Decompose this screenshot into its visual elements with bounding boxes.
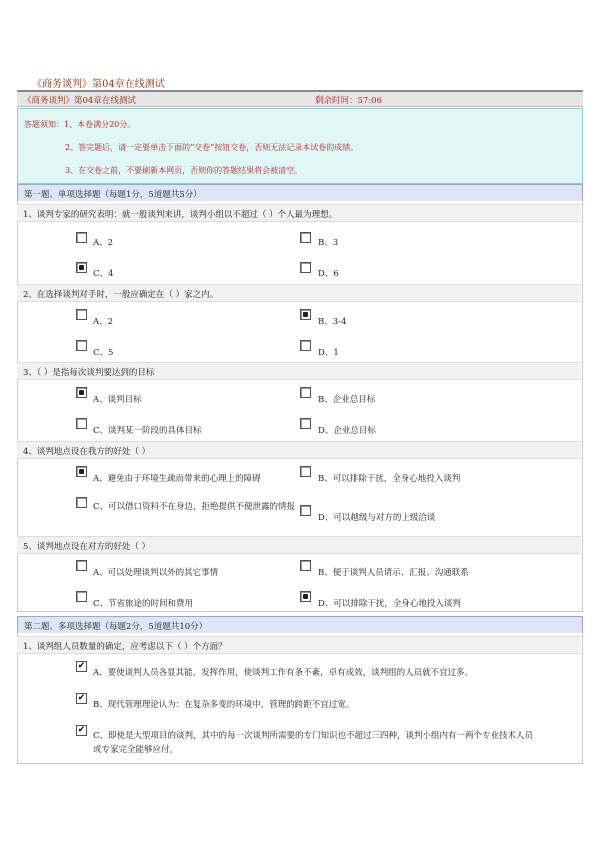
instructions-line-3: 3、在交卷之前，不要刷新本网页，否则你的答题结果将会被清空。 <box>65 166 303 175</box>
option-label: A、2 <box>93 238 114 248</box>
radio-q2-b[interactable] <box>300 309 311 320</box>
radio-q3-b[interactable] <box>300 387 311 398</box>
radio-q1-c[interactable] <box>76 262 87 273</box>
radio-q4-a[interactable] <box>76 466 87 477</box>
radio-q1-a[interactable] <box>76 232 87 243</box>
page-title: 《商务谈判》第04章在线测试 <box>32 79 165 90</box>
question-row <box>17 441 581 459</box>
option-label: B、现代管理理论认为：在复杂多变的环境中，管理的跨距不宜过宽。 <box>93 700 355 710</box>
question-row <box>17 284 581 302</box>
instructions-line-2: 2、答完题后，请一定要单击下面的“交卷”按钮交卷，否则无法记录本试卷的成绩。 <box>65 143 359 152</box>
option-label: B、可以排除干扰，全身心地投入谈判 <box>318 474 461 484</box>
option-label: B、企业总目标 <box>318 395 376 405</box>
section-title: 第二题、多项选择题（每题2分，5道题共10分） <box>24 622 208 632</box>
section-title: 第一题、单项选择题（每题1分，5道题共5分） <box>24 190 202 200</box>
option-label: A、谈判目标 <box>93 395 142 405</box>
radio-q2-c[interactable] <box>76 340 87 351</box>
radio-q2-d[interactable] <box>300 340 311 351</box>
option-label: B、3-4 <box>318 317 347 327</box>
option-label: D、可以排除干扰，全身心地投入谈判 <box>318 599 461 609</box>
option-label: A、2 <box>93 317 114 327</box>
radio-q5-d[interactable] <box>300 591 311 602</box>
section-single-choice-header <box>17 184 583 202</box>
option-label: C、即使是大型项目的谈判，其中的每一次谈判所需要的专门知识也不超过三四种，谈判小组内有一两个专业技术人员或专家完全能够应付。 <box>93 731 534 755</box>
option-label: D、企业总目标 <box>318 426 376 436</box>
question-row <box>17 362 581 380</box>
question-text: 5、谈判地点设在对方的好处（ ） <box>23 542 151 552</box>
radio-q3-d[interactable] <box>300 418 311 429</box>
question-row <box>17 636 581 654</box>
checkbox-q1-b[interactable]: ✔ <box>77 693 86 703</box>
radio-q4-b[interactable] <box>300 466 311 477</box>
option-label: C、节省旅途的时间和费用 <box>93 599 194 609</box>
radio-q4-c[interactable] <box>76 497 87 508</box>
radio-q1-d[interactable] <box>300 262 311 273</box>
option-label: D、6 <box>318 269 339 279</box>
question-text: 4、谈判地点设在我方的好处（ ） <box>23 447 151 457</box>
radio-q2-a[interactable] <box>76 309 87 320</box>
header-bar <box>17 90 583 107</box>
option-label: A、避免由于环境生疏而带来的心理上的障碍 <box>93 474 261 484</box>
radio-q5-c[interactable] <box>76 591 87 602</box>
instructions-panel <box>17 108 583 184</box>
radio-q3-c[interactable] <box>76 418 87 429</box>
checkbox-q1-c[interactable]: ✔ <box>77 725 86 735</box>
header-title: 《商务谈判》第04章在线测试 <box>23 96 136 106</box>
countdown-timer: 剩余时间：57:06 <box>315 96 382 106</box>
option-label: B、3 <box>318 238 339 248</box>
question-text: 1、谈判专家的研究表明：就一般谈判来讲，谈判小组以不超过（ ）个人最为理想。 <box>23 210 338 220</box>
question-row <box>17 204 581 222</box>
instructions-line-1: 答题须知：1、本卷满分20分。 <box>24 120 136 129</box>
radio-q4-d[interactable] <box>300 505 311 516</box>
option-label: D、可以越级与对方的上级洽谈 <box>318 513 436 523</box>
option-label: A、要使谈判人员各显其能，发挥作用，使谈判工作有条不紊，卓有成效，谈判组的人员就不宜过多。 <box>93 668 474 678</box>
option-label: D、1 <box>318 348 339 358</box>
option-label: B、便于谈判人员请示、汇报、沟通联系 <box>318 568 469 578</box>
option-label: A、可以处理谈判以外的其它事情 <box>93 568 219 578</box>
section-multi-choice-header <box>17 616 583 634</box>
option-label: C、可以借口资料不在身边，拒绝提供不便泄露的情报 <box>93 502 296 512</box>
option-label: C、4 <box>93 269 114 279</box>
radio-q5-b[interactable] <box>300 560 311 571</box>
question-row <box>17 536 581 554</box>
option-label: C、5 <box>93 348 114 358</box>
question-text: 1、谈判组人员数量的确定，应考虑以下（ ）个方面？ <box>23 642 227 652</box>
radio-q5-a[interactable] <box>76 560 87 571</box>
checkbox-q1-a[interactable]: ✔ <box>77 661 86 671</box>
option-label: C、谈判某一阶段的具体目标 <box>93 426 202 436</box>
radio-q1-b[interactable] <box>300 232 311 243</box>
question-text: 3、（ ）是指每次谈判要达到的目标 <box>23 368 155 378</box>
question-text: 2、在选择谈判对手时，一般应确定在（ ）家之内。 <box>23 290 219 300</box>
radio-q3-a[interactable] <box>76 387 87 398</box>
